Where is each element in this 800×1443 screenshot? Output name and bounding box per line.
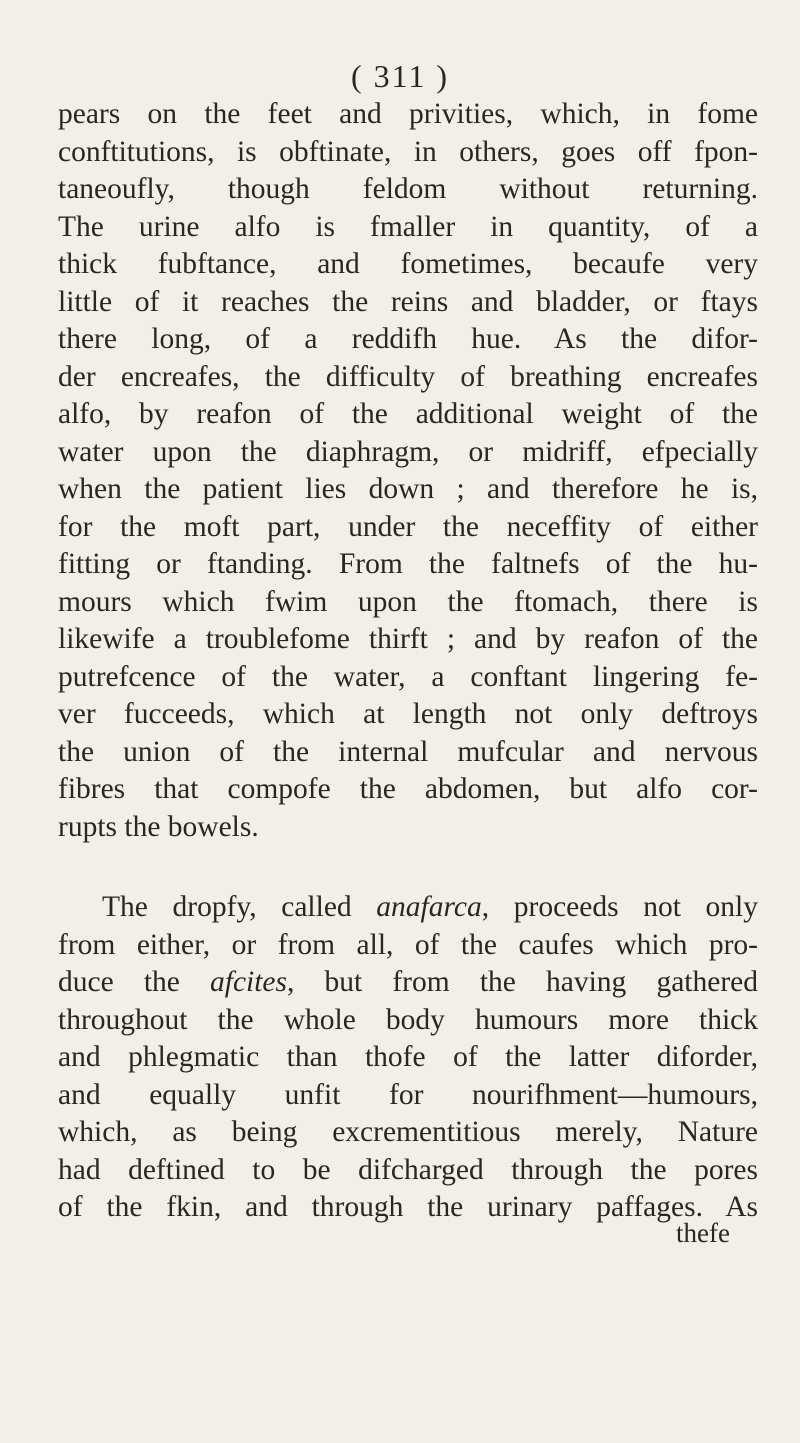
text-line: had deftined to be difcharged through the pores	[58, 1153, 758, 1186]
text-line: for the moft part, under the neceffity of either	[58, 510, 758, 543]
italic-term: afcites	[210, 966, 288, 998]
text-line: The urine alfo is fmaller in quantity, of a	[58, 210, 758, 243]
text-line: from either, or from all, of the caufes which pro-	[58, 928, 758, 961]
paragraph-2	[58, 889, 758, 1227]
text-line	[58, 964, 758, 1002]
text-line: der encreafes, the difficulty of breathing encreafes	[58, 360, 758, 393]
text-line: putrefcence of the water, a conftant lingering fe-	[58, 660, 758, 693]
text-line: pears on the feet and privities, which, in fome	[58, 98, 758, 130]
text-line: likewife a troublefome thirft ; and by reafon of the	[58, 623, 758, 655]
text-line: mours which fwim upon the ftomach, there is	[58, 585, 758, 618]
italic-term: anafarca	[376, 891, 482, 923]
text-line: taneoufly, though feldom without returning.	[58, 173, 758, 205]
text-line: and equally unfit for nourifhment—humours,	[58, 1078, 758, 1111]
text-line: and phlegmatic than thofe of the latter diforder,	[58, 1041, 758, 1073]
text-line: little of it reaches the reins and bladder, or ftays	[58, 285, 758, 318]
catchword: thefe	[676, 1218, 730, 1248]
text-run: , proceeds not only	[481, 891, 758, 923]
text-line: when the patient lies down ; and therefore he is,	[58, 473, 758, 505]
text-line: water upon the diaphragm, or midriff, efpecially	[58, 435, 758, 468]
page-number: ( 311 )	[350, 58, 450, 94]
text-line: fitting or ftanding. From the faltnefs of the hu-	[58, 548, 758, 580]
paragraph-1	[58, 96, 758, 846]
text-line: of the fkin, and through the urinary paffages. As	[58, 1191, 758, 1223]
text-line: throughout the whole body humours more thick	[58, 1003, 758, 1036]
text-run: The dropfy, called	[102, 891, 377, 923]
text-line: fibres that compofe the abdomen, but alfo cor-	[58, 773, 758, 805]
text-line: rupts the bowels.	[58, 810, 259, 843]
paragraph-break	[58, 846, 758, 889]
text-line: there long, of a reddifh hue. As the difor-	[58, 323, 758, 355]
text-line: the union of the internal mufcular and nervous	[58, 735, 758, 768]
text-line: ver fucceeds, which at length not only deftroys	[58, 698, 758, 730]
text-line	[58, 889, 758, 927]
text-run: duce the	[58, 966, 210, 998]
text-line: conftitutions, is obftinate, in others, goes off fpon-	[58, 135, 758, 168]
text-line: alfo, by reafon of the additional weight of the	[58, 398, 758, 430]
text-run: , but from the having gathered	[287, 966, 758, 998]
body-text	[58, 96, 758, 1227]
text-line: which, as being excrementitious merely, Nature	[58, 1116, 758, 1148]
text-line: thick fubftance, and fometimes, becaufe very	[58, 248, 758, 280]
